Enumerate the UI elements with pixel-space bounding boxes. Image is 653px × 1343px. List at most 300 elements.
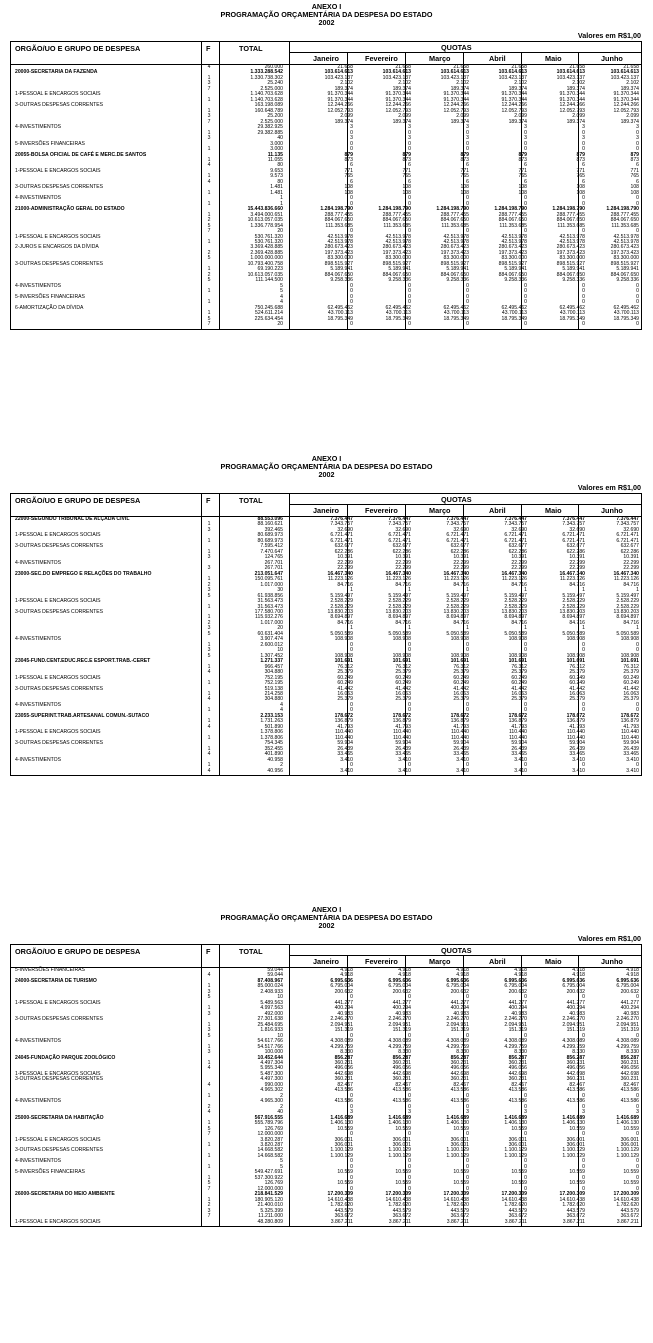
row-month-value: 9.258.336 — [330, 277, 353, 284]
row-total: 2 — [280, 1103, 283, 1110]
row-month-value: 6.795.004 — [616, 983, 639, 990]
row-label: 1-PESSOAL E ENCARGOS SOCIAIS — [15, 1070, 101, 1077]
row-month-value: 16.063 — [337, 691, 353, 697]
row-month-value: 6.995.636 — [504, 977, 527, 984]
row-month-value: 60.249 — [569, 674, 585, 681]
row-month-value: 3 — [636, 135, 639, 142]
row-label: 23000-SEC.DO EMPREGO E RELAÇÕES DO TRABALHO — [15, 570, 152, 577]
row-total: 7.470.647 — [260, 548, 283, 555]
row-month-value: 1.100.129 — [504, 1147, 527, 1154]
row-month-value: 3.410 — [398, 767, 411, 774]
row-month-value: 25.379 — [623, 669, 639, 676]
row-month-value: 360.231 — [620, 1076, 639, 1083]
row-source-code: 4 — [207, 723, 211, 730]
row-month-value: 0 — [466, 1158, 469, 1165]
row-month-value: 1.782.620 — [446, 1202, 469, 1209]
row-month-value: 0 — [582, 1174, 585, 1181]
row-month-value: 1 — [636, 625, 639, 632]
row-month-value: 360.231 — [392, 1059, 411, 1066]
row-month-value: 9.258.336 — [616, 277, 639, 284]
row-month-value: 360.231 — [566, 1059, 585, 1066]
row-month-value: 17.200.309 — [559, 1191, 585, 1198]
row-month-value: 91.370.344 — [613, 96, 639, 103]
row-month-value: 10.391 — [453, 554, 469, 561]
row-month-value: 3 — [582, 135, 585, 142]
row-total: 352.455 — [264, 745, 283, 752]
row-month-value: 8.330 — [340, 1049, 353, 1056]
row-month-value: 771 — [630, 167, 639, 174]
row-month-value: 14.610.438 — [613, 1196, 639, 1203]
row-total: 4 — [280, 293, 283, 300]
row-month-value: 108.908 — [566, 652, 585, 659]
row-total: 1.731.263 — [260, 718, 283, 725]
row-label: 3-OUTRAS DESPESAS CORRENTES — [15, 740, 104, 747]
row-month-value: 0 — [408, 647, 411, 654]
row-month-value: 25.379 — [623, 696, 639, 703]
row-month-value: 873 — [630, 156, 639, 163]
row-month-value: 108.908 — [620, 636, 639, 643]
row-month-value: 16.467.340 — [385, 570, 411, 577]
row-month-value: 1.284.198.790 — [320, 206, 353, 213]
row-month-value: 7.343.757 — [446, 521, 469, 528]
row-month-value: 1.416.689 — [388, 1114, 411, 1121]
col-header-month: Abril — [489, 506, 506, 515]
row-label: 1-PESSOAL E ENCARGOS SOCIAIS — [15, 1136, 101, 1143]
row-month-value: 0 — [524, 1174, 527, 1181]
units-label: Valores em R$1,00 — [577, 483, 641, 492]
row-total: 15.443.836.660 — [247, 206, 283, 213]
row-month-value: 0 — [350, 321, 353, 328]
row-month-value: 0 — [466, 1092, 469, 1099]
row-month-value: 25.379 — [569, 696, 585, 703]
col-header-quotas: QUOTAS — [441, 43, 472, 52]
row-month-value: 26.439 — [511, 745, 527, 752]
row-month-value: 111.353.685 — [557, 222, 585, 229]
row-month-value: 22.299 — [453, 559, 469, 566]
row-month-value: 110.440 — [508, 729, 527, 736]
row-total: 1.378.806 — [260, 734, 283, 741]
row-month-value: 2.528.229 — [446, 598, 469, 605]
row-month-value: 60.249 — [453, 674, 469, 681]
row-month-value: 7.376.447 — [504, 516, 527, 522]
row-month-value: 306.001 — [334, 1136, 353, 1143]
row-month-value: 0 — [524, 1092, 527, 1099]
row-month-value: 0 — [350, 228, 353, 235]
row-month-value: 0 — [466, 1032, 469, 1039]
row-total: 14.668.582 — [257, 1152, 283, 1159]
row-month-value: 7.343.757 — [616, 521, 639, 528]
row-month-value: 0 — [524, 1158, 527, 1165]
row-month-value: 10.391 — [337, 554, 353, 561]
col-header-month: Junho — [601, 506, 623, 515]
row-month-value: 197.373.423 — [610, 249, 639, 256]
row-total: 14.668.582 — [257, 1147, 283, 1154]
row-month-value: 280.673.423 — [440, 244, 469, 251]
row-month-value: 189.374 — [450, 85, 469, 92]
col-header-month: Fevereiro — [365, 506, 398, 515]
row-month-value: 26.439 — [395, 745, 411, 752]
row-label: 1-PESSOAL E ENCARGOS SOCIAIS — [15, 233, 101, 240]
row-source-code: 4 — [207, 1109, 211, 1116]
row-month-value: 0 — [636, 293, 639, 300]
row-month-value: 110.440 — [334, 729, 353, 736]
row-source-code: 1 — [207, 288, 211, 295]
row-month-value: 84.716 — [511, 619, 527, 626]
row-month-value: 0 — [524, 195, 527, 202]
row-month-value: 83.300.000 — [501, 255, 527, 262]
row-total: 180.905.120 — [254, 1196, 283, 1203]
row-month-value: 18.795.349 — [327, 315, 353, 322]
row-month-value: 0 — [582, 228, 585, 235]
row-month-value: 11.223.126 — [327, 576, 353, 583]
row-month-value: 110.440 — [620, 734, 639, 741]
row-month-value: 0 — [466, 1185, 469, 1192]
row-month-value: 101.691 — [334, 658, 353, 665]
units-label: Valores em R$1,00 — [577, 934, 641, 943]
row-month-value: 1.406.130 — [504, 1120, 527, 1127]
col-header-month: Janeiro — [313, 506, 339, 515]
row-total: 966.457 — [264, 663, 283, 670]
row-month-value: 189.374 — [334, 85, 353, 92]
row-month-value: 18.795.349 — [559, 315, 585, 322]
row-total: 1.333.288.542 — [250, 69, 283, 76]
row-month-value: 32.690 — [453, 526, 469, 533]
row-total: 88.160.621 — [257, 521, 283, 528]
row-total: 218.841.529 — [254, 1191, 283, 1198]
row-month-value: 363.672 — [566, 1213, 585, 1220]
row-total: 3.369.428.885 — [250, 244, 283, 251]
row-source-code: 7 — [207, 1213, 211, 1220]
row-source-code: 3 — [207, 1207, 211, 1214]
row-month-value: 12.052.793 — [501, 107, 527, 114]
row-month-value: 0 — [636, 1103, 639, 1110]
row-month-value: 0 — [636, 200, 639, 207]
row-month-value: 0 — [582, 140, 585, 147]
row-month-value: 884.067.650 — [324, 217, 353, 224]
row-month-value: 306.001 — [566, 1136, 585, 1143]
row-source-code: 7 — [207, 85, 211, 92]
col-header-month: Fevereiro — [365, 957, 398, 966]
row-month-value: 0 — [466, 200, 469, 207]
row-month-value: 632.677 — [392, 543, 411, 550]
row-source-code: 5 — [207, 255, 211, 262]
row-label: 1-PESSOAL E ENCARGOS SOCIAIS — [15, 167, 101, 174]
row-month-value: 288.777.455 — [498, 211, 527, 218]
row-total: 80 — [277, 162, 283, 169]
row-month-value: 26.439 — [623, 745, 639, 752]
row-month-value: 873 — [518, 156, 527, 163]
row-month-value: 6 — [582, 162, 585, 169]
row-month-value: 14.610.438 — [559, 1196, 585, 1203]
row-month-value: 25.379 — [569, 669, 585, 676]
row-month-value: 62.495.462 — [559, 304, 585, 311]
row-month-value: 17.200.309 — [385, 1191, 411, 1198]
row-month-value: 3 — [466, 135, 469, 142]
row-month-value: 0 — [408, 707, 411, 714]
row-label: 3-OUTRAS DESPESAS CORRENTES — [15, 1076, 104, 1083]
row-total: 4.965.302 — [260, 1087, 283, 1094]
row-month-value: 1 — [524, 587, 527, 594]
row-month-value: 5.189.941 — [330, 266, 353, 273]
row-month-value: 4.918 — [514, 967, 527, 973]
row-month-value: 0 — [350, 129, 353, 136]
row-month-value: 12.244.266 — [327, 102, 353, 109]
row-month-value: 8.694.897 — [562, 614, 585, 621]
row-month-value: 0 — [350, 1174, 353, 1181]
row-month-value: 21.658 — [569, 64, 585, 70]
row-month-value: 622.286 — [450, 548, 469, 555]
row-month-value: 110.440 — [392, 734, 411, 741]
row-month-value: 42.513.978 — [327, 239, 353, 245]
row-month-value: 0 — [524, 293, 527, 300]
row-month-value: 765 — [344, 173, 353, 180]
row-label: 4-INVESTIMENTOS — [15, 756, 62, 763]
row-total: 260.000 — [264, 64, 283, 70]
row-month-value: 413.586 — [334, 1087, 353, 1094]
row-source-code: 1 — [207, 1092, 211, 1099]
row-month-value: 1 — [350, 587, 353, 594]
row-month-value: 110.440 — [566, 729, 585, 736]
row-month-value: 400.294 — [334, 1005, 353, 1012]
row-month-value: 1.782.620 — [330, 1202, 353, 1209]
row-month-value: 6 — [582, 178, 585, 185]
row-source-code: 1 — [207, 576, 211, 583]
row-month-value: 6.995.636 — [330, 977, 353, 984]
row-total: 530.761.320 — [254, 233, 283, 240]
row-month-value: 41.793 — [395, 723, 411, 730]
row-month-value: 189.374 — [508, 118, 527, 125]
row-month-value: 443.579 — [620, 1207, 639, 1214]
row-total: 1.481 — [270, 184, 283, 191]
row-source-code: 1 — [207, 1196, 211, 1203]
row-total: 3.494.000.651 — [250, 211, 283, 218]
row-month-value: 400.294 — [566, 1005, 585, 1012]
row-month-value: 288.777.455 — [440, 211, 469, 218]
row-month-value: 0 — [350, 293, 353, 300]
row-month-value: 103.614.613 — [498, 69, 527, 76]
row-month-value: 10.559 — [623, 1125, 639, 1132]
row-month-value: 360.231 — [450, 1059, 469, 1066]
row-label: 5-INVERSÕES FINANCEIRAS — [15, 967, 85, 973]
row-month-value: 0 — [524, 299, 527, 306]
row-month-value: 898.515.927 — [556, 260, 585, 267]
row-month-value: 111.353.685 — [611, 222, 639, 229]
row-month-value: 33.465 — [569, 751, 585, 758]
row-month-value: 6 — [524, 178, 527, 185]
row-month-value: 3 — [636, 124, 639, 131]
row-total: 1.330.738.302 — [250, 74, 283, 81]
row-label: 1-PESSOAL E ENCARGOS SOCIAIS — [15, 532, 101, 539]
row-month-value: 0 — [350, 701, 353, 708]
row-month-value: 0 — [466, 1103, 469, 1110]
row-label: 21000-ADMINISTRAÇÃO GERAL DO ESTADO — [15, 206, 125, 213]
row-month-value: 765 — [518, 173, 527, 180]
row-month-value: 0 — [466, 129, 469, 136]
col-header-month: Junho — [601, 54, 623, 63]
row-total: 3.000 — [270, 140, 283, 147]
row-source-code: 1 — [207, 156, 211, 163]
row-month-value: 10.559 — [395, 1169, 411, 1176]
row-total: 85.000.024 — [257, 983, 283, 990]
row-month-value: 110.440 — [392, 729, 411, 736]
row-source-code: 1 — [207, 189, 211, 196]
row-month-value: 6.721.471 — [562, 537, 585, 544]
row-month-value: 41.442 — [453, 685, 469, 692]
row-label: 4-INVESTIMENTOS — [15, 282, 62, 289]
row-month-value: 41.793 — [453, 723, 469, 730]
row-month-value: 197.373.423 — [556, 249, 585, 256]
row-month-value: 82.467 — [453, 1081, 469, 1088]
row-month-value: 0 — [636, 994, 639, 1001]
row-source-code: 1 — [207, 983, 211, 990]
row-month-value: 22.299 — [337, 559, 353, 566]
row-month-value: 43.700.113 — [327, 310, 353, 317]
row-month-value: 4.918 — [456, 972, 469, 979]
row-month-value: 189.374 — [392, 118, 411, 125]
row-total: 267.701 — [264, 559, 283, 566]
row-month-value: 0 — [466, 228, 469, 235]
row-month-value: 0 — [636, 1174, 639, 1181]
row-total: 990.000 — [264, 1081, 283, 1088]
row-month-value: 1 — [466, 587, 469, 594]
row-month-value: 200.632 — [392, 988, 411, 995]
row-month-value: 5.050.589 — [616, 630, 639, 637]
row-month-value: 884.067.650 — [556, 217, 585, 224]
row-month-value: 83.300.000 — [559, 255, 585, 262]
row-source-code: 3 — [207, 565, 211, 572]
row-month-value: 6.795.004 — [388, 983, 411, 990]
row-source-code: 5 — [207, 652, 211, 659]
row-total: 2.525.000 — [260, 85, 283, 92]
row-source-code: 1 — [207, 107, 211, 114]
row-source-code: 1 — [207, 1059, 211, 1066]
row-month-value: 42.513.978 — [327, 233, 353, 240]
row-month-value: 60.249 — [453, 680, 469, 687]
row-month-value: 280.673.423 — [382, 244, 411, 251]
row-total: 124.765 — [264, 554, 283, 561]
row-month-value: 2.094.951 — [330, 1021, 353, 1028]
row-month-value: 413.586 — [450, 1098, 469, 1105]
row-month-value: 14.610.438 — [327, 1196, 353, 1203]
row-month-value: 898.515.927 — [498, 260, 527, 267]
row-month-value: 189.374 — [620, 118, 639, 125]
row-month-value: 0 — [636, 1032, 639, 1039]
row-month-value: 0 — [408, 762, 411, 769]
row-month-value: 3 — [636, 1109, 639, 1116]
row-month-value: 151.319 — [392, 1027, 411, 1034]
row-month-value: 2.528.229 — [616, 598, 639, 605]
row-month-value: 3.867.211 — [330, 1218, 353, 1225]
row-month-value: 1 — [524, 625, 527, 632]
row-month-value: 879 — [630, 151, 639, 158]
row-month-value: 360.231 — [566, 1076, 585, 1083]
row-month-value: 42.513.978 — [559, 239, 585, 245]
row-month-value: 0 — [582, 641, 585, 648]
row-month-value: 898.515.927 — [610, 260, 639, 267]
row-month-value: 5.159.497 — [504, 592, 527, 599]
row-source-code: 3 — [207, 113, 211, 120]
row-month-value: 84.716 — [337, 581, 353, 588]
row-month-value: 2.246.270 — [446, 1016, 469, 1023]
row-label: 24000-SECRETARIA DE TURISMO — [15, 977, 97, 984]
row-month-value: 0 — [350, 762, 353, 769]
row-month-value: 33.465 — [623, 751, 639, 758]
row-total: 4 — [280, 299, 283, 306]
row-month-value: 103.423.137 — [440, 74, 469, 81]
row-total: 111.144.500 — [255, 277, 283, 284]
row-month-value: 413.586 — [508, 1087, 527, 1094]
row-month-value: 41.442 — [623, 685, 639, 692]
row-month-value: 2.246.270 — [330, 1016, 353, 1023]
row-total: 1 — [280, 200, 283, 207]
row-month-value: 103.614.613 — [324, 69, 353, 76]
row-month-value: 26.439 — [569, 745, 585, 752]
row-month-value: 11.223.126 — [559, 576, 585, 583]
row-month-value: 363.672 — [450, 1213, 469, 1220]
row-month-value: 136.879 — [450, 718, 469, 725]
row-label: 3-OUTRAS DESPESAS CORRENTES — [15, 102, 104, 109]
row-month-value: 59.904 — [623, 740, 639, 747]
row-month-value: 873 — [460, 156, 469, 163]
row-month-value: 108.908 — [508, 636, 527, 643]
row-source-code: 2 — [207, 581, 211, 588]
row-month-value: 110.440 — [450, 729, 469, 736]
row-total: 4 — [280, 707, 283, 714]
row-total: 5 — [280, 1158, 283, 1165]
row-month-value: 5.189.941 — [504, 266, 527, 273]
row-month-value: 413.586 — [450, 1087, 469, 1094]
row-label: 23045-FUND.CENT.EDUC.REC.E ESPORT.TRAB.-CERET — [15, 658, 151, 665]
row-month-value: 0 — [636, 1158, 639, 1165]
row-month-value: 108 — [518, 189, 527, 196]
row-source-code: 5 — [207, 315, 211, 322]
row-month-value: 189.374 — [392, 85, 411, 92]
row-source-code: 1 — [207, 1142, 211, 1148]
row-month-value: 5.050.589 — [504, 630, 527, 637]
row-month-value: 632.677 — [508, 543, 527, 550]
row-total: 750.245.688 — [254, 304, 283, 311]
row-month-value: 0 — [582, 129, 585, 136]
row-month-value: 413.586 — [508, 1098, 527, 1105]
row-month-value: 189.374 — [566, 118, 585, 125]
row-month-value: 59.904 — [453, 740, 469, 747]
row-label: 4-INVESTIMENTOS — [15, 636, 62, 643]
row-month-value: 22.299 — [623, 559, 639, 566]
row-month-value: 83.300.000 — [385, 255, 411, 262]
row-month-value: 879 — [460, 151, 469, 158]
row-month-value: 765 — [460, 173, 469, 180]
row-total: 213.051.647 — [254, 570, 283, 577]
row-month-value: 178.672 — [334, 712, 353, 719]
row-month-value: 496.056 — [620, 1065, 639, 1072]
row-month-value: 413.586 — [566, 1098, 585, 1105]
row-source-code: 3 — [207, 80, 211, 87]
row-month-value: 151.319 — [620, 1027, 639, 1034]
col-header-month: Maio — [545, 506, 562, 515]
row-total: 5.487.300 — [260, 1070, 283, 1077]
row-month-value: 3 — [466, 124, 469, 131]
row-month-value: 306.001 — [450, 1142, 469, 1148]
row-month-value: 6 — [408, 162, 411, 169]
row-source-code: 1 — [207, 129, 211, 136]
row-month-value: 1.100.129 — [388, 1152, 411, 1159]
row-month-value: 360.231 — [334, 1076, 353, 1083]
row-month-value: 360.231 — [334, 1059, 353, 1066]
row-total: 2 — [280, 1092, 283, 1099]
row-month-value: 442.698 — [334, 1070, 353, 1077]
row-month-value: 884.067.650 — [610, 217, 639, 224]
row-month-value: 10.391 — [569, 554, 585, 561]
